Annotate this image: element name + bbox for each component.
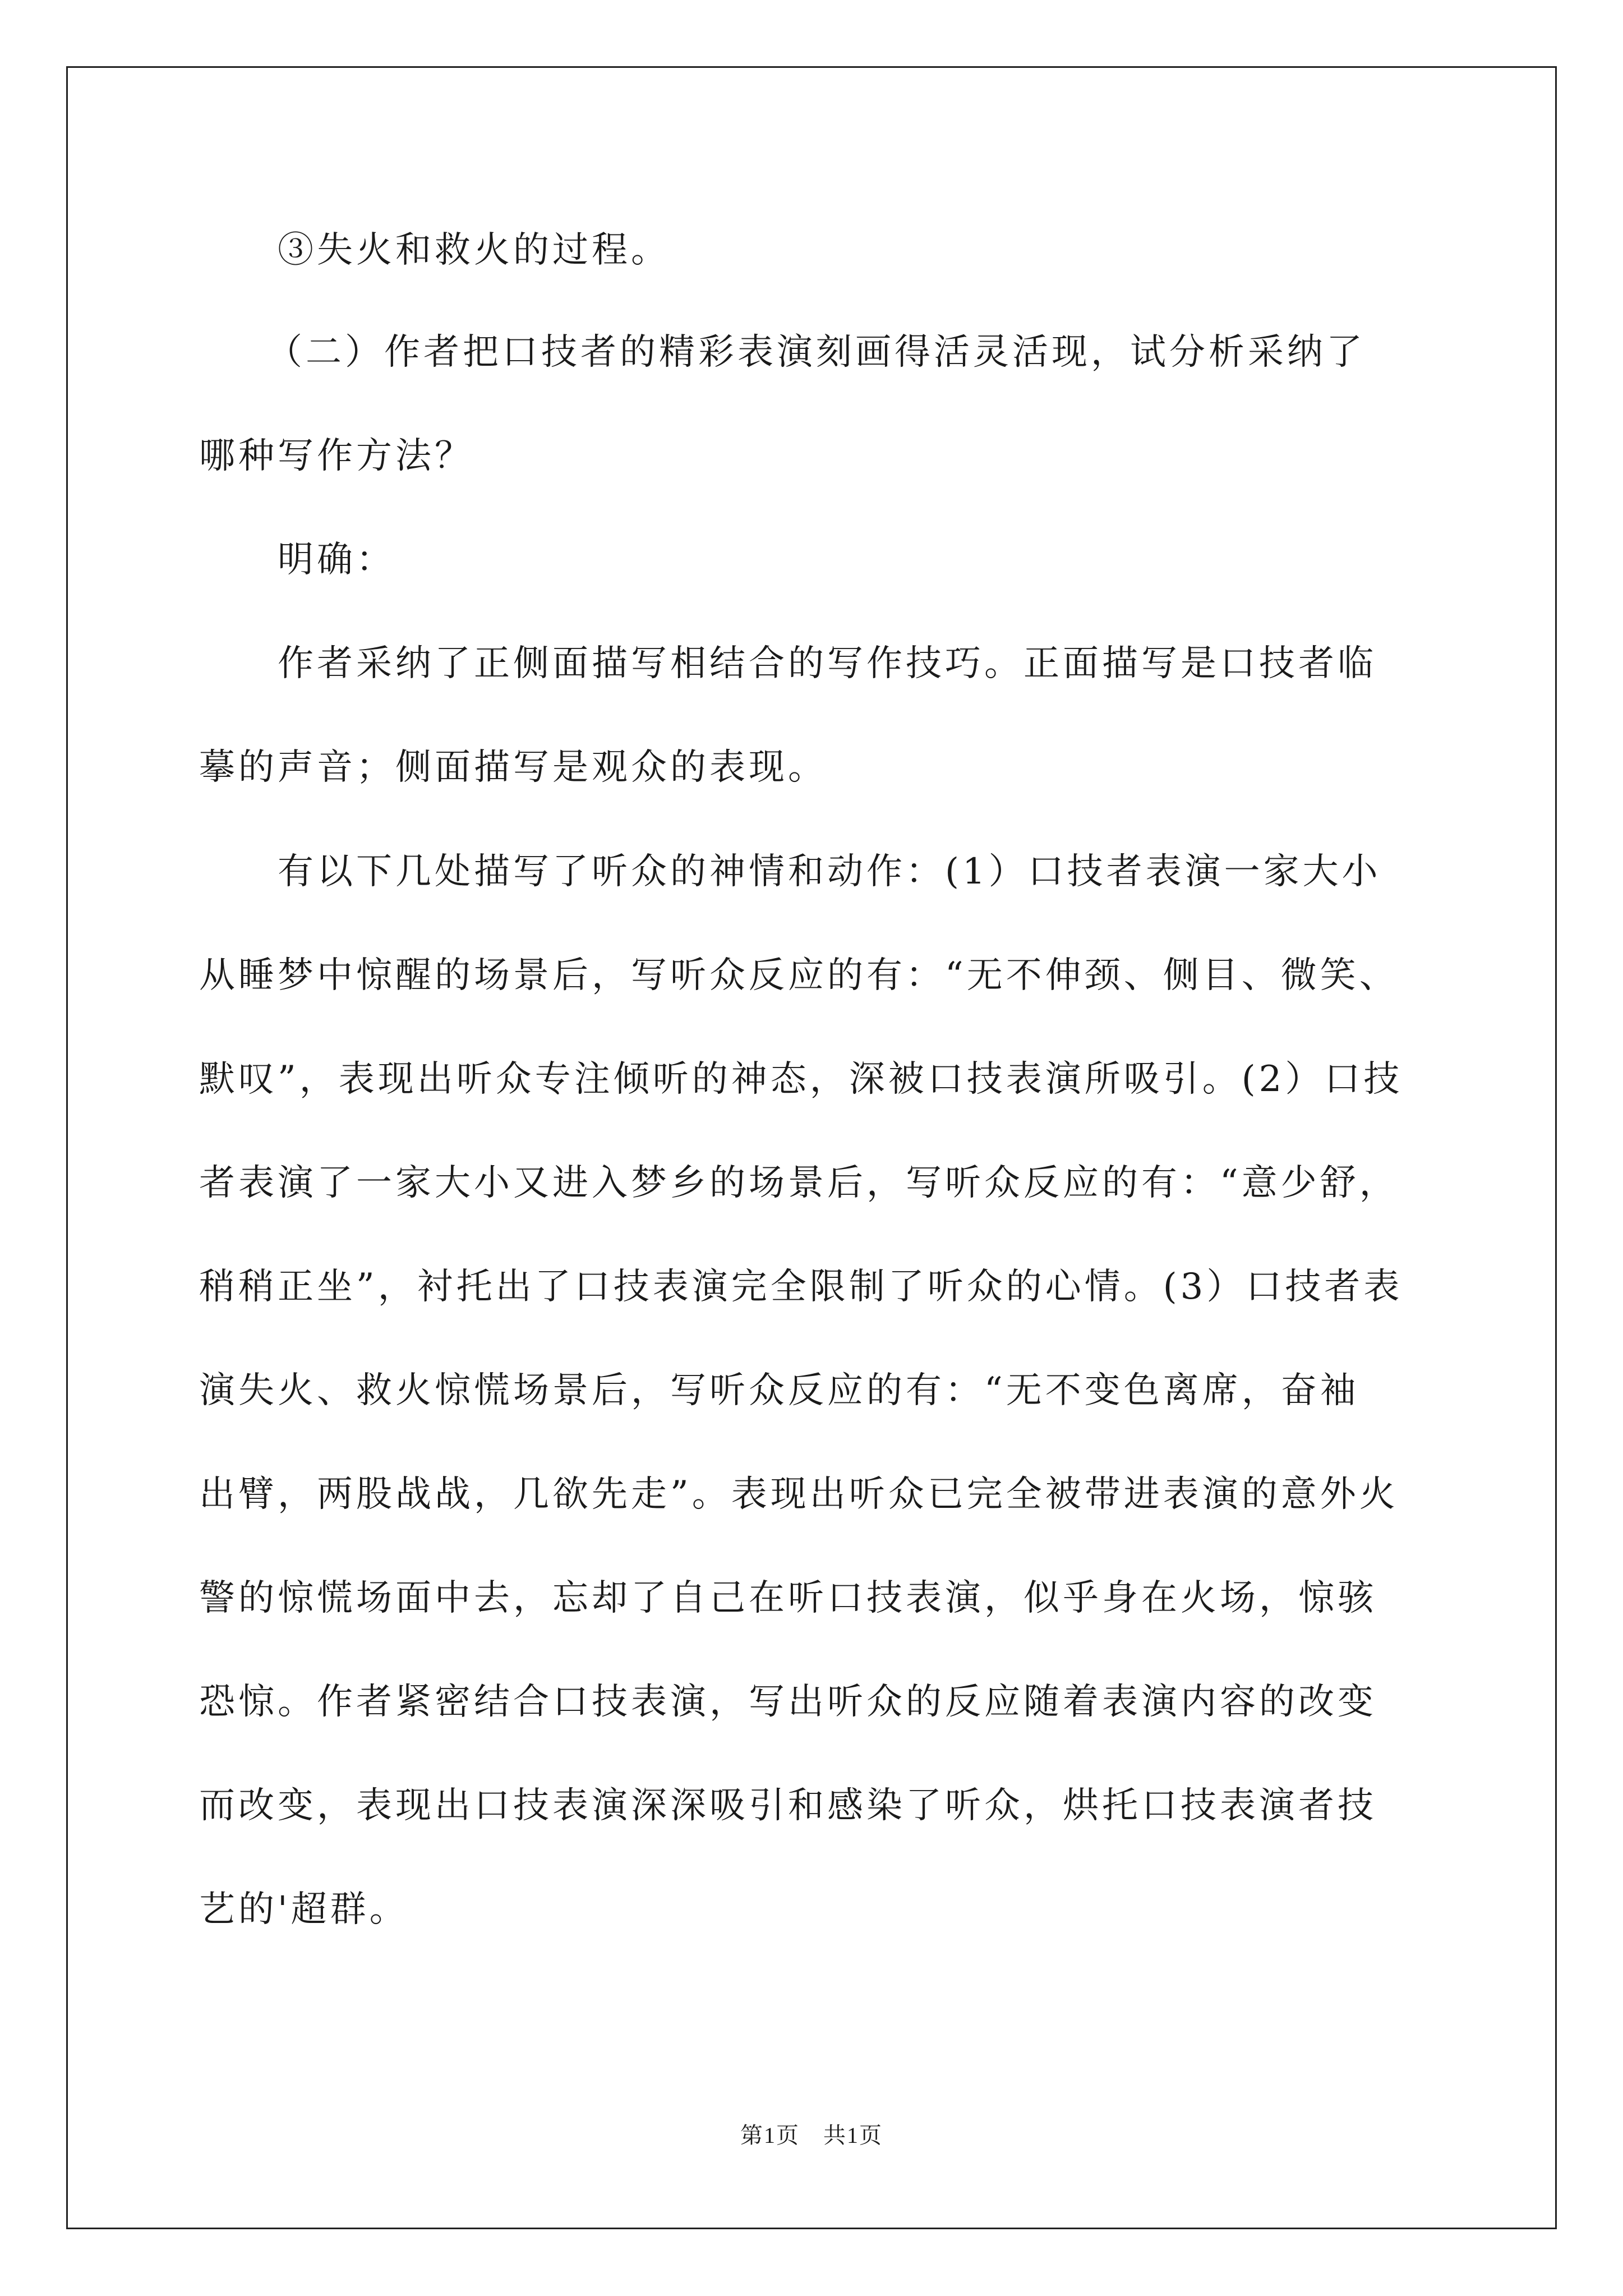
paragraph-2 [199,332,1433,373]
paragraph-1 [199,229,1433,271]
text-line: 默叹”，表现出听众专注倾听的神态，深被口技表演所吸引。(2）口技 [199,1059,1403,1100]
text-line: 恐惊。作者紧密结合口技表演，写出听众的反应随着表演内容的改变 [199,1681,1377,1723]
text-line: ③失火和救火的过程。 [278,229,670,271]
paragraph-5-l11 [199,1889,1433,1930]
paragraph-5-l1 [199,851,1433,892]
text-line: 艺的'超群。 [199,1889,409,1930]
text-line: （二）作者把口技者的精彩表演刻画得活灵活现，试分析采纳了 [266,332,1366,373]
text-line: 演失火、救火惊慌场景后，写听众反应的有：“无不变色离席，奋袖 [199,1370,1359,1411]
text-line: 从睡梦中惊醒的场景后，写听众反应的有：“无不伸颈、侧目、微笑、 [199,955,1399,996]
paragraph-2-cont [199,435,1433,477]
paragraph-5-l8 [199,1577,1433,1619]
paragraph-5-l5 [199,1266,1433,1308]
paragraph-4-cont [199,747,1433,788]
text-line: 作者采纳了正侧面描写相结合的写作技巧。正面描写是口技者临 [278,643,1377,684]
paragraph-5-l7 [199,1474,1433,1515]
text-line: 者表演了一家大小又进入梦乡的场景后，写听众反应的有：“意少舒， [199,1162,1399,1204]
paragraph-5-l2 [199,955,1433,996]
text-line: 稍稍正坐”，衬托出了口技表演完全限制了听众的心情。(3）口技者表 [199,1266,1403,1308]
paragraph-5-l3 [199,1059,1433,1100]
text-line: 明确： [278,539,395,581]
paragraph-5-l10 [199,1785,1433,1826]
text-line: 出臂，两股战战，几欲先走”。表现出听众已完全被带进表演的意外火 [199,1474,1399,1515]
paragraph-5-l9 [199,1681,1433,1723]
page-footer [0,2124,1623,2147]
text-line: 摹的声音；侧面描写是观众的表现。 [199,747,827,788]
text-line: 而改变，表现出口技表演深深吸引和感染了听众，烘托口技表演者技 [199,1785,1377,1826]
paragraph-5-l4 [199,1162,1433,1204]
page-number: 第1页 共1页 [740,2123,883,2148]
paragraph-3 [199,539,1433,581]
paragraph-5-l6 [199,1370,1433,1411]
text-line: 警的惊慌场面中去，忘却了自己在听口技表演，似乎身在火场，惊骇 [199,1577,1377,1619]
paragraph-4 [199,643,1433,684]
text-line: 有以下几处描写了听众的神情和动作：(1）口技者表演一家大小 [278,851,1381,892]
text-line: 哪种写作方法？ [199,435,474,477]
